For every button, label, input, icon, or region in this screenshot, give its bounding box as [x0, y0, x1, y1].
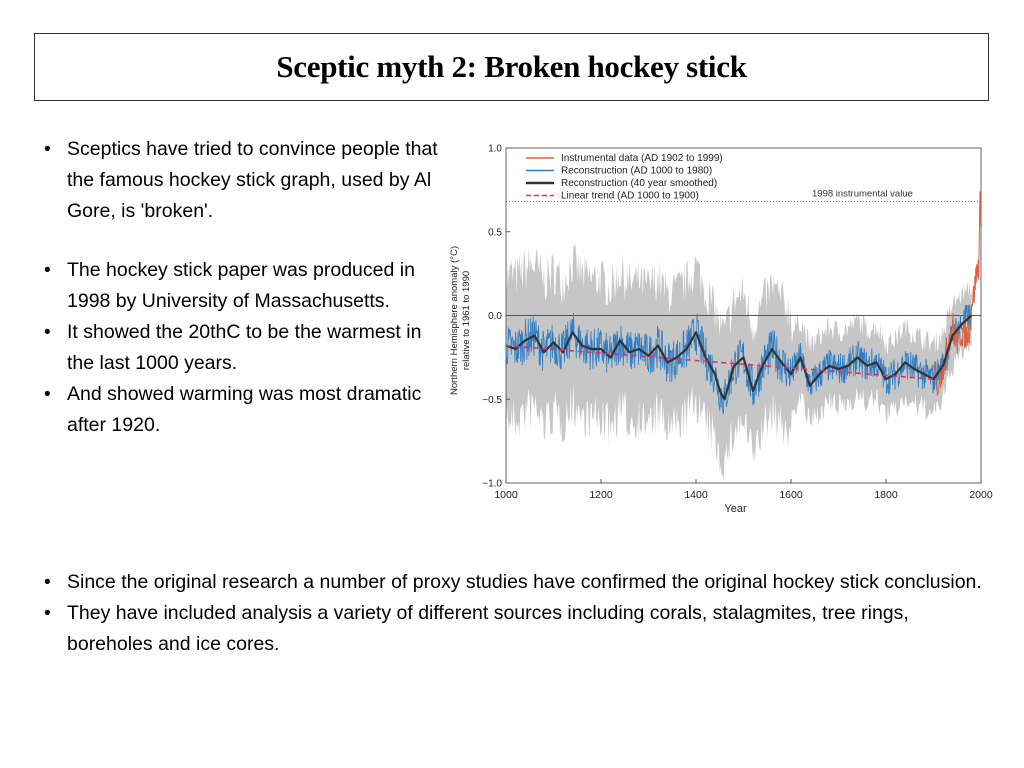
x-tick-label: 1800 [874, 489, 898, 501]
legend-entry: Reconstruction (AD 1000 to 1980) [561, 165, 713, 177]
reference-line-label: 1998 instrumental value [812, 188, 913, 200]
y-tick-label: 0.0 [488, 311, 502, 322]
legend-entry: Linear trend (AD 1000 to 1900) [561, 190, 699, 202]
bullet-list-bottom [35, 567, 995, 660]
y-tick-label: −1.0 [482, 478, 502, 490]
x-tick-label: 1400 [684, 489, 708, 501]
bullet-item: • They have included analysis a variety of different sources including corals, stalagmites, tree rings, boreholes and ice cores. [35, 598, 995, 660]
hockey-stick-chart [440, 135, 1000, 520]
y-axis-label: relative to 1961 to 1990 [461, 270, 472, 371]
bullet-item: • Sceptics have tried to convince people that the famous hockey stick graph, used by Al Gore, is 'broken'. [35, 134, 440, 227]
y-tick-label: 1.0 [488, 143, 502, 155]
bullet-item: • It showed the 20thC to be the warmest in the last 1000 years. [35, 317, 440, 379]
x-tick-label: 1000 [494, 489, 518, 501]
bullet-item: • And showed warming was most dramatic after 1920. [35, 379, 440, 441]
slide-title: Sceptic myth 2: Broken hockey stick [276, 49, 747, 84]
x-tick-label: 1600 [779, 489, 803, 501]
y-tick-label: 0.5 [488, 227, 502, 239]
legend [526, 153, 723, 202]
legend-entry: Instrumental data (AD 1902 to 1999) [561, 153, 723, 164]
bullet-item: • The hockey stick paper was produced in 1998 by University of Massachusetts. [35, 255, 440, 317]
title-box [34, 33, 989, 101]
x-tick-label: 1200 [589, 489, 613, 501]
x-tick-label: 2000 [969, 489, 993, 501]
legend-entry: Reconstruction (40 year smoothed) [561, 178, 718, 189]
y-axis-label: Northern Hemisphere anomaly (°C) [449, 246, 460, 395]
bullet-item: • Since the original research a number of proxy studies have confirmed the original hockey stick conclusion. [35, 567, 995, 598]
y-tick-label: −0.5 [482, 394, 502, 406]
chart-svg [440, 135, 1000, 520]
bullet-list-left [35, 134, 440, 441]
x-axis-label: Year [724, 503, 747, 515]
